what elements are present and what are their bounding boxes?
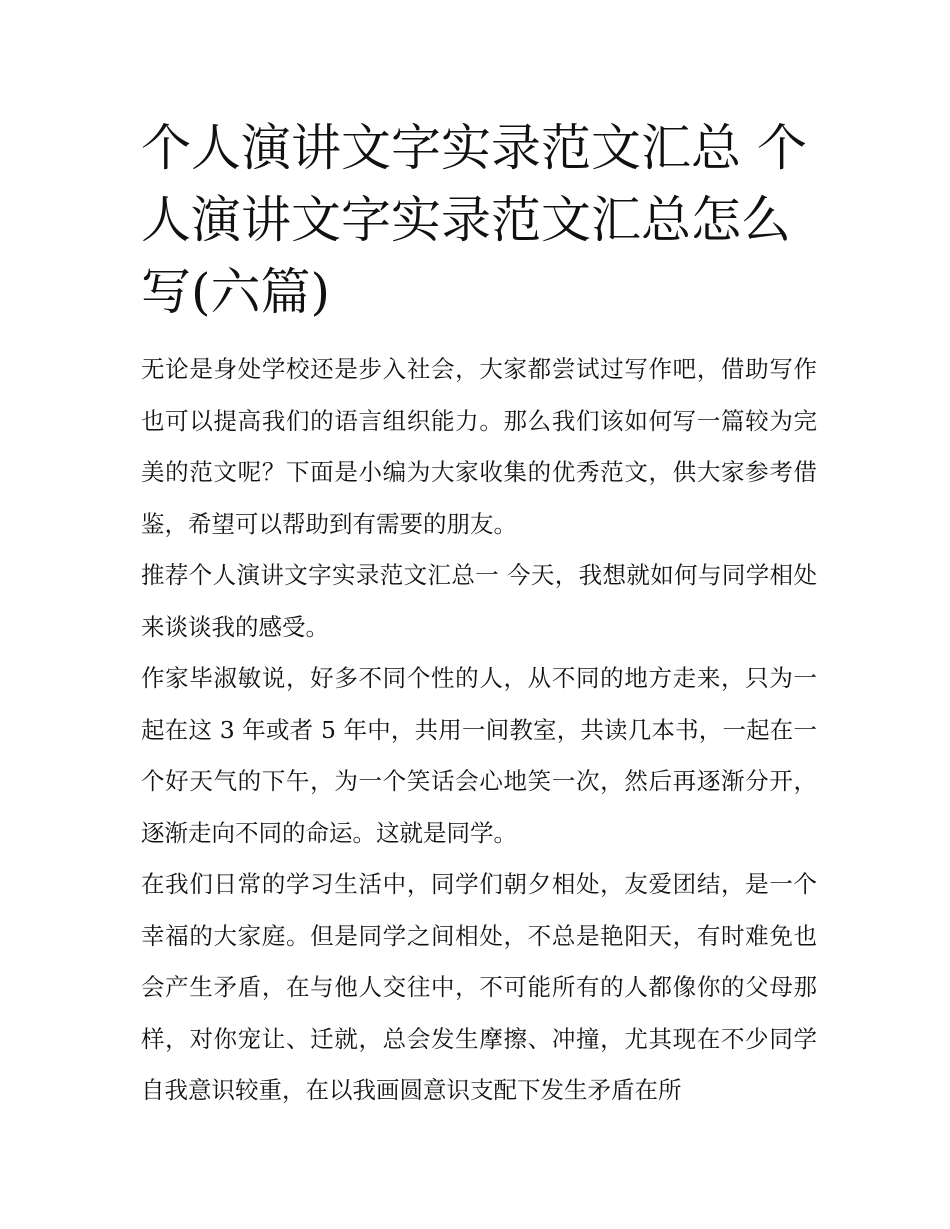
document-body	[141, 344, 817, 1117]
document-content	[141, 112, 817, 1117]
paragraph-quote: 作家毕淑敏说，好多不同个性的人，从不同的地方走来，只为一起在这 3 年或者 5 年中，共用一间教室，共读几本书，一起在一个好天气的下午，为一个笑话会心地笑一次，然后再逐渐分开，逐渐走向不同的命运。这就是同学。	[141, 664, 817, 847]
paragraph-daily-life: 在我们日常的学习生活中，同学们朝夕相处，友爱团结，是一个幸福的大家庭。但是同学之间相处，不总是艳阳天，有时难免也会产生矛盾，在与他人交往中，不可能所有的人都像你的父母那样，对你宠让、迁就，总会发生摩擦、冲撞，尤其现在不少同学自我意识较重，在以我画圆意识支配下发生矛盾在所	[141, 870, 817, 1104]
paragraph-recommend: 推荐个人演讲文字实录范文汇总一 今天，我想就如何与同学相处来谈谈我的感受。	[141, 561, 817, 641]
paragraph-intro: 无论是身处学校还是步入社会，大家都尝试过写作吧，借助写作也可以提高我们的语言组织能力。那么我们该如何写一篇较为完美的范文呢？下面是小编为大家收集的优秀范文，供大家参考借鉴，希望可以帮助到有需要的朋友。	[141, 355, 817, 538]
document-title: 个人演讲文字实录范文汇总 个人演讲文字实录范文汇总怎么写(六篇)	[141, 119, 807, 321]
